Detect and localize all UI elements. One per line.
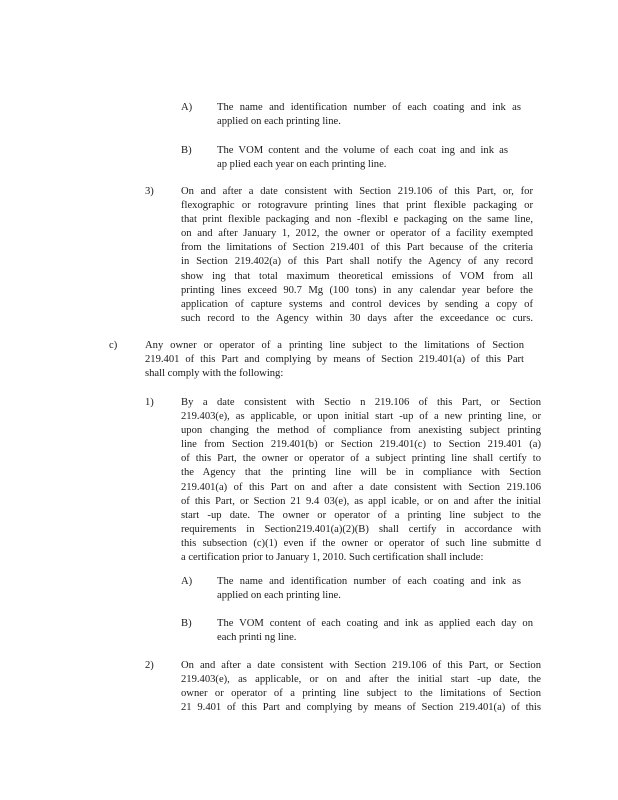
text-line: The VOM content of each coating and ink as applied each day on: [217, 618, 533, 629]
item-text: [217, 101, 521, 129]
text-line: in Section 219.402(a) of this Part shall notify the Agency of any record: [181, 256, 533, 268]
text-line: By a date consistent with Sectio n 219.106 of this Part, or Section: [181, 397, 541, 408]
text-line: the Agency that the printing line will be in compliance with Section: [181, 467, 541, 479]
item-text: [217, 575, 521, 603]
item-label: 1): [145, 397, 154, 408]
text-line: this subsection (c)(1) even if the owner or operator of such line submitte d: [181, 537, 541, 549]
text-line: The name and identification number of each coating and ink as: [217, 576, 521, 587]
text-line: 219.403(e), as applicable, or on and after the initial start -up date, the: [181, 674, 541, 686]
text-line: 219.401(a) of this Part on and after a date consistent with Section 219.106: [181, 481, 541, 493]
text-line: of this Part, the owner or operator of a subject printing line shall certify to: [181, 453, 541, 465]
text-line: such record to the Agency within 30 days after the exceedance oc curs.: [181, 312, 533, 324]
text-line: from the limitations of Section 219.401 of this Part because of the criteria: [181, 242, 533, 254]
item-label: A): [181, 576, 193, 587]
text-line: 219.403(e), as applicable, or upon initial start -up of a new printing line, or: [181, 411, 541, 423]
text-line: 219.401 of this Part and complying by means of Section 219.401(a) of this Part: [145, 354, 524, 366]
text-line: that print flexible packaging and non -flexibl e packaging on the same line,: [181, 214, 533, 226]
text-line: requirements in Section219.401(a)(2)(B) shall certify in accordance with: [181, 523, 541, 535]
item-label: A): [181, 102, 193, 113]
item-label: B): [181, 618, 192, 629]
text-line: On and after a date consistent with Section 219.106 of this Part, or, for: [181, 186, 533, 197]
text-line: shall comply with the following:: [145, 368, 284, 380]
text-line: a certification prior to January 1, 2010. Such certification shall include:: [181, 552, 484, 564]
text-line: application of capture systems and control devices by sending a copy of: [181, 298, 533, 310]
item-label: 2): [145, 660, 154, 671]
text-line: of this Part, or Section 21 9.4 03(e), as appl icable, or on and after the initial: [181, 495, 541, 507]
text-line: printing lines exceed 90.7 Mg (100 tons) in any calendar year before the: [181, 284, 533, 296]
item-text: [217, 144, 508, 172]
text-line: show ing that total maximum theoretical emissions of VOM from all: [181, 270, 533, 282]
item-text: [181, 396, 541, 565]
text-line: applied on each printing line.: [217, 116, 341, 128]
text-line: flexographic or rotogravure printing lines that print flexible packaging or: [181, 200, 533, 212]
text-line: The VOM content and the volume of each coat ing and ink as: [217, 145, 508, 156]
item-text: [181, 185, 533, 326]
text-line: each printi ng line.: [217, 632, 297, 644]
text-line: ap plied each year on each printing line.: [217, 159, 387, 171]
text-line: 21 9.401 of this Part and complying by means of Section 219.401(a) of this: [181, 702, 541, 714]
text-line: Any owner or operator of a printing line subject to the limitations of Section: [145, 340, 524, 351]
item-text: [145, 339, 524, 381]
item-text: [217, 617, 533, 645]
item-label: c): [109, 340, 118, 351]
text-line: On and after a date consistent with Section 219.106 of this Part, or Section: [181, 660, 541, 671]
text-line: start -up date. The owner or operator of a printing line subject to the: [181, 509, 541, 521]
text-line: owner or operator of a printing line subject to the limitations of Section: [181, 688, 541, 700]
text-line: on and after January 1, 2012, the owner or operator of a facility exempted: [181, 228, 533, 240]
text-line: The name and identification number of each coating and ink as: [217, 102, 521, 113]
item-label: 3): [145, 186, 154, 197]
text-line: upon changing the method of compliance from anexisting subject printing: [181, 425, 541, 437]
item-text: [181, 659, 541, 715]
text-line: line from Section 219.401(b) or Section 219.401(c) to Section 219.401 (a): [181, 439, 541, 451]
text-line: applied on each printing line.: [217, 590, 341, 602]
item-label: B): [181, 145, 192, 156]
